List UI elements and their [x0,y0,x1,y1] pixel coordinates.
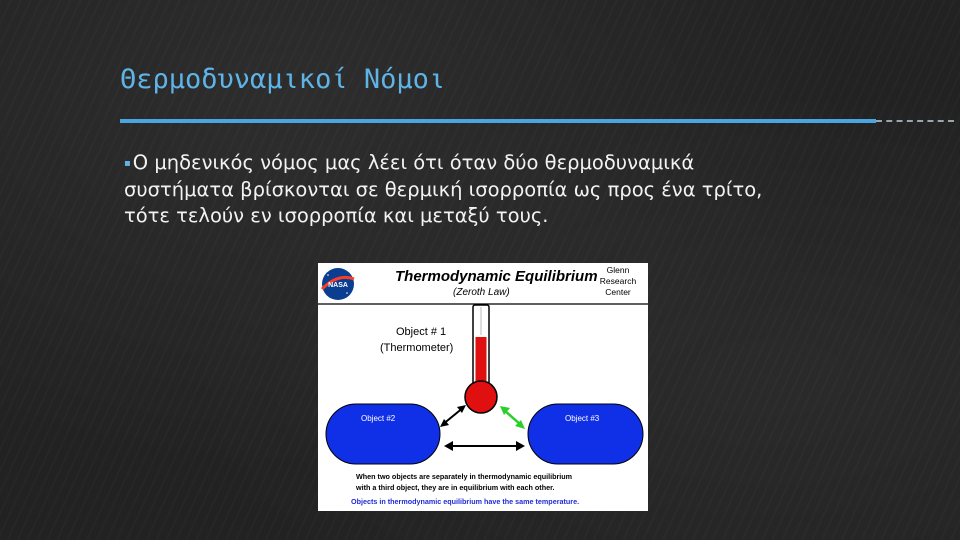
object3-body [528,404,643,464]
object1-sublabel: (Thermometer) [380,342,454,354]
bullet-line-2: συστήματα βρίσκονται σε θερμική ισορροπία ως προς ένα τρίτο, [124,178,763,201]
caption-line-1: When two objects are separately in thermodynamic equilibrium [356,472,573,481]
bullet-paragraph [124,150,884,229]
object3-label: Object #3 [565,414,600,423]
research-label: Research [599,276,637,286]
title-underline [120,119,876,123]
caption-line-2: with a third object, they are in equilibrium with each other. [356,483,555,492]
bullet-line-1: Ο μηδενικός νόμος μας λέει ότι όταν δύο θερμοδυναμικά [132,151,695,174]
zeroth-law-figure [318,263,648,511]
center-label: Center [605,287,631,297]
title-underline-tail [876,120,954,122]
nasa-logo-text: NASA [328,282,348,289]
arrow-object2-object3-icon [444,441,525,451]
arrow-object1-object2-icon [440,405,466,427]
nasa-logo-icon [322,268,354,300]
bullet-square-icon: ▪ [124,158,131,169]
bullet-line-3: τότε τελούν εν ισορροπία και μεταξύ τους. [124,204,549,227]
arrow-object1-object3-icon [500,406,525,429]
thermometer-icon [465,305,497,413]
caption-line-3: Objects in thermodynamic equilibrium have the same temperature. [351,497,580,506]
object1-label: Object # 1 [396,326,447,338]
object2-body [326,404,440,464]
object2-label: Object #2 [361,414,396,423]
figure-canvas [318,263,648,511]
glenn-label: Glenn [606,265,630,275]
figure-subtitle: (Zeroth Law) [453,287,510,298]
figure-title: Thermodynamic Equilibrium [395,268,598,285]
slide-title: Θερμοδυναμικοί Νόμοι [120,64,446,95]
